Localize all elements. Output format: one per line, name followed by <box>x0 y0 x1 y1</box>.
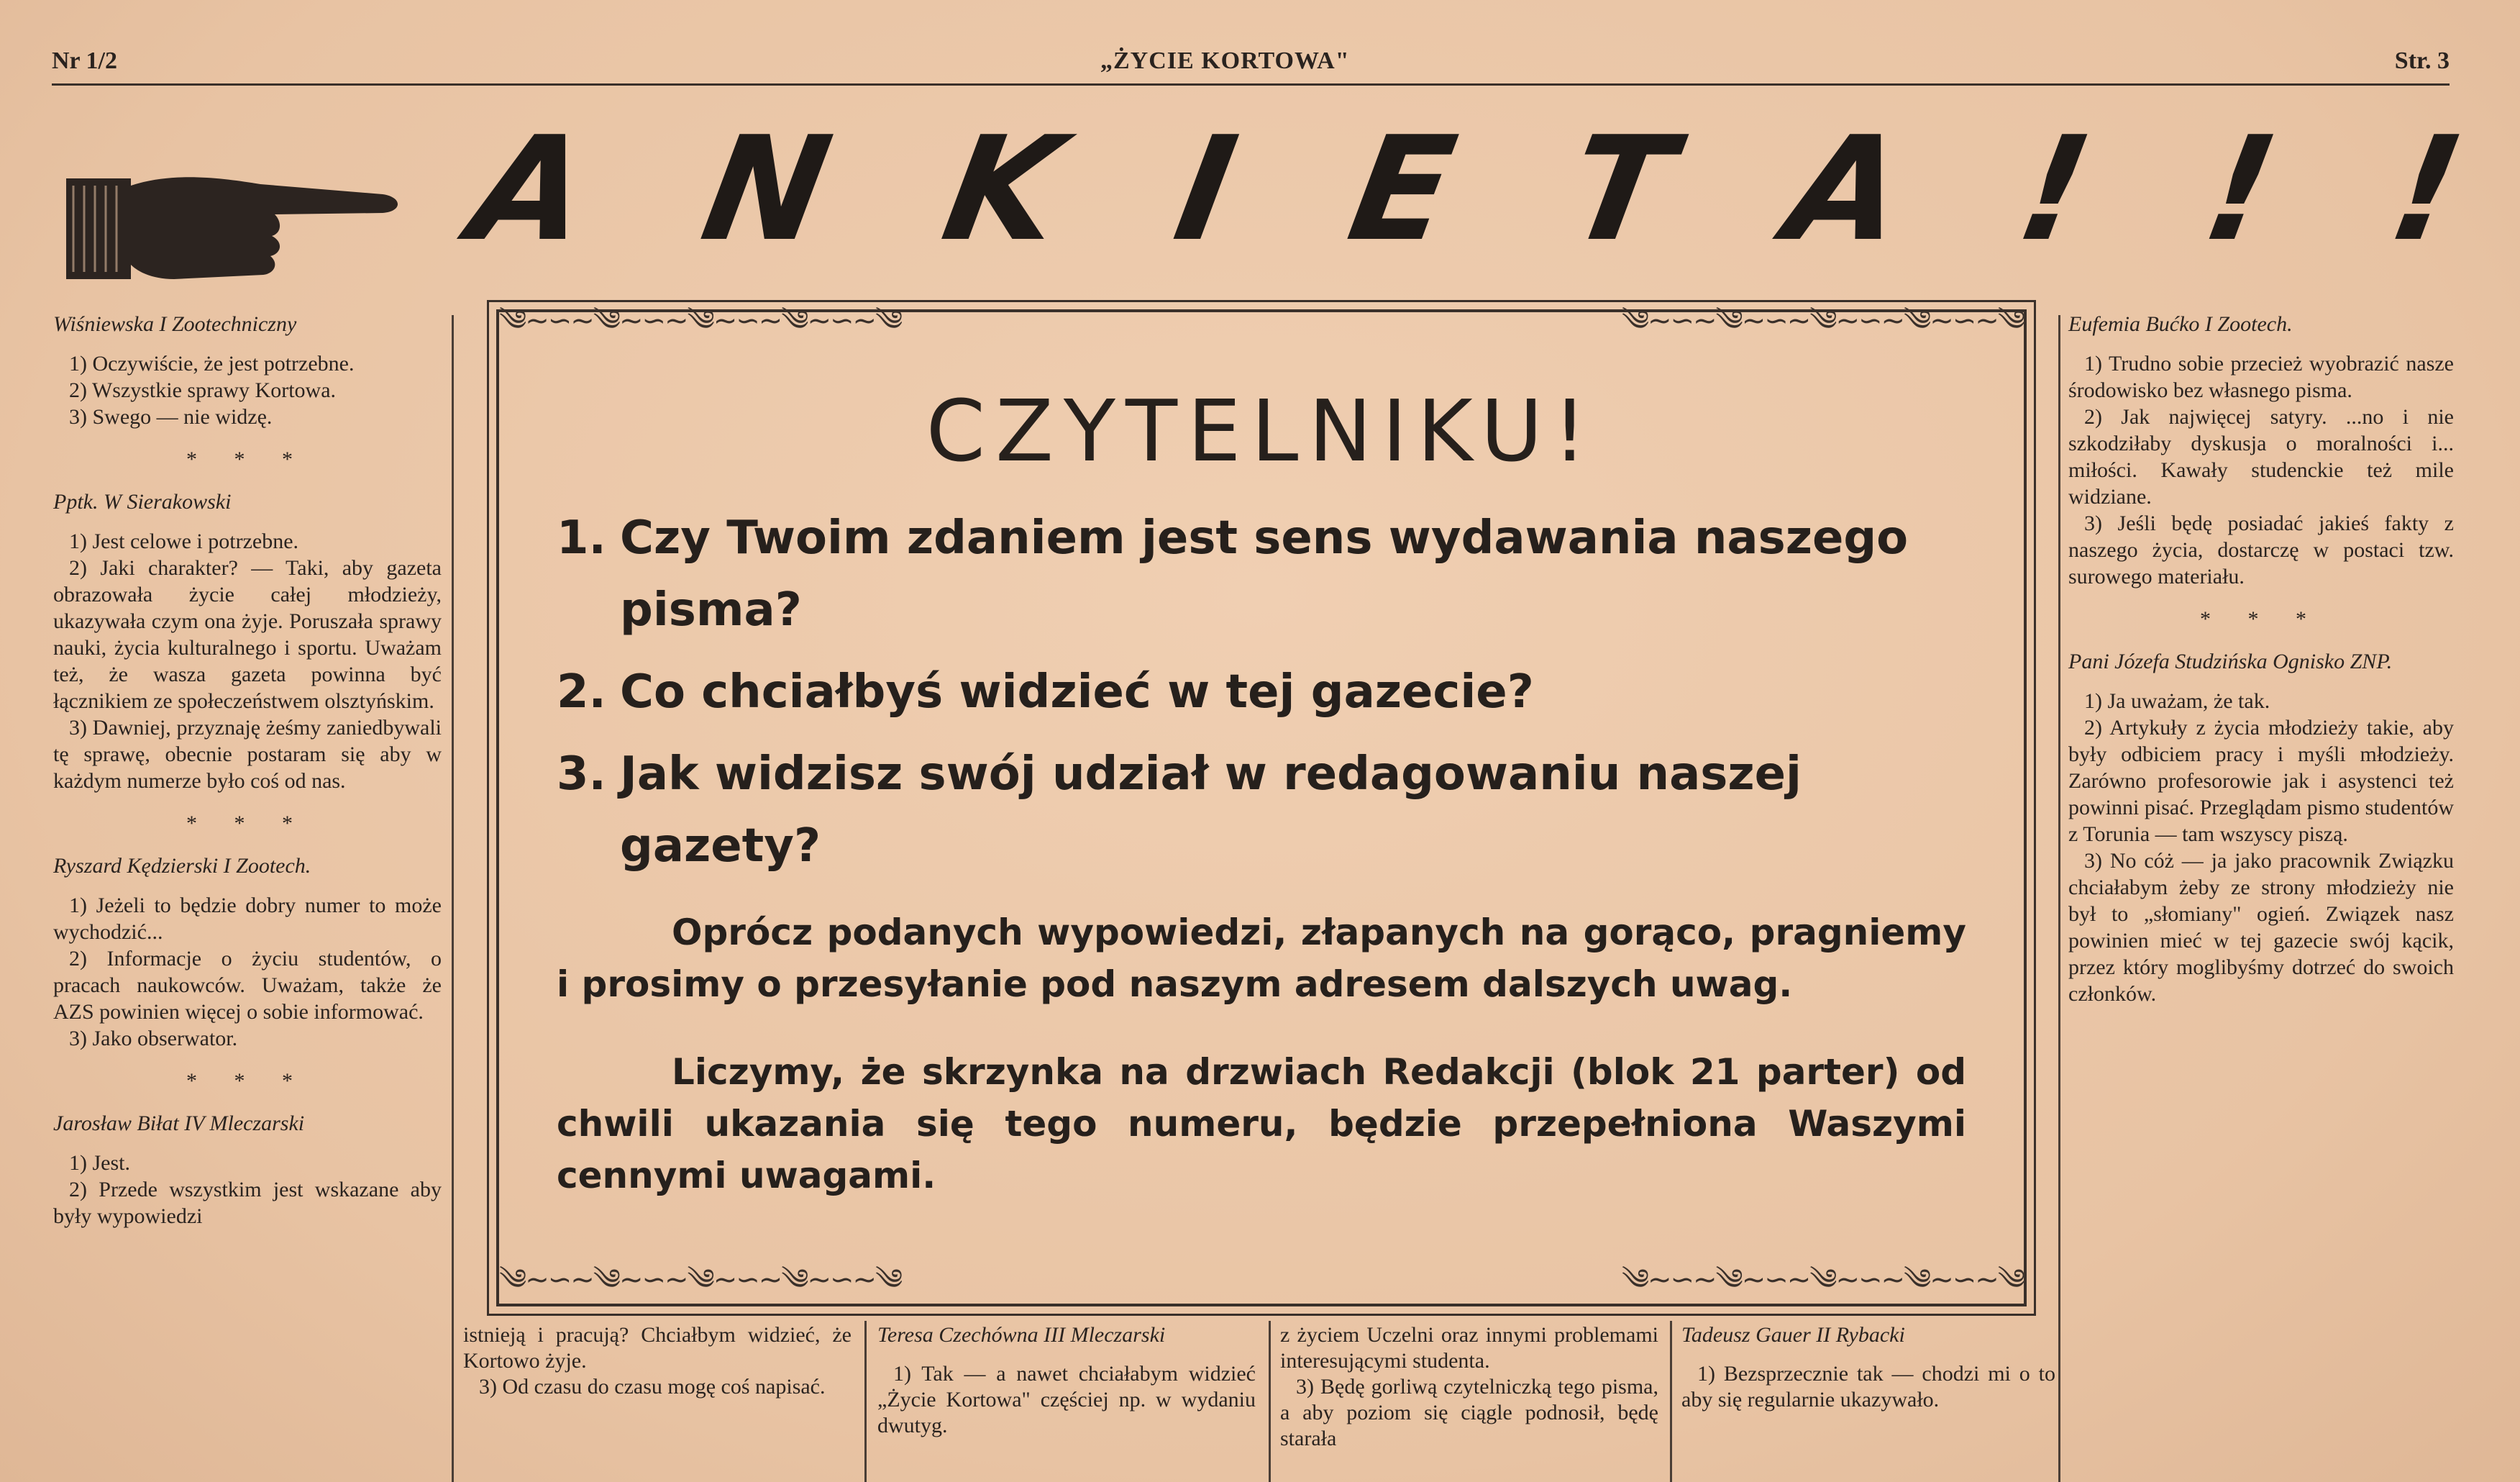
banner-letter: ! <box>2007 105 2103 273</box>
answer: 1) Jest celowe i potrzebne. <box>69 529 299 553</box>
answer: 1) Ja uważam, że tak. <box>2084 689 2270 713</box>
ankieta-banner <box>460 105 2475 273</box>
banner-letter: A <box>1775 105 1917 273</box>
answer: 1) Bezsprzecznie tak — chodzi mi o to aby się regularnie ukazywało. <box>1681 1362 2055 1411</box>
author-name: Teresa Czechówna III Mleczarski <box>877 1323 1166 1347</box>
answer: 1) Tak — a nawet chciałabym widzieć „Życie Kortowa" częściej np. w wydaniu dwutyg. <box>877 1362 1256 1437</box>
answer: z życiem Uczelni oraz innymi problemami interesującymi studenta. <box>1280 1323 1658 1373</box>
question <box>557 738 1966 882</box>
separator: * * * <box>186 812 309 835</box>
pointing-hand-icon <box>59 164 404 286</box>
bottom-column <box>877 1322 1256 1439</box>
appeal-paragraph: Oprócz podanych wypowiedzi, złapanych na gorąco, pragniemy i prosimy o przesyłanie pod naszym adresem dalszych uwag. <box>557 912 1966 1005</box>
column-rule <box>1670 1321 1672 1482</box>
banner-letter: T <box>1556 105 1685 273</box>
separator: * * * <box>186 447 309 471</box>
author-name: Pani Józefa Studzińska Ognisko ZNP. <box>2068 650 2393 673</box>
question-text: Jak widzisz swój udział w redagowaniu naszej gazety? <box>620 747 1802 873</box>
bottom-column <box>1280 1322 1658 1452</box>
banner-letter: A <box>460 105 601 273</box>
answer: 3) Dawniej, przyznaję żeśmy zaniedbywali tę sprawę, obecnie postaram się aby w każdym numerze było coś od nas. <box>53 716 442 793</box>
author-name: Ryszard Kędzierski I Zootech. <box>53 854 311 878</box>
answer: 2) Wszystkie sprawy Kortowa. <box>69 378 337 402</box>
banner-letter: ! <box>2379 105 2475 273</box>
column-rule <box>452 315 454 1482</box>
answer: 2) Artykuły z życia młodzieży takie, aby były odbiciem pracy i myśli młodzieży. Zarówno profesorowie jak i asystenci też powinni pisać. Przeglądam pismo studentów z Torunia — tam wszyscy piszą. <box>2068 716 2454 846</box>
answer: 1) Jest. <box>69 1151 130 1175</box>
reader-appeal-box <box>496 304 2027 1306</box>
answer: 1) Trudno sobie przecież wyobrazić nasze środowisko bez własnego pisma. <box>2068 352 2454 402</box>
answer: 3) No cóż — ja jako pracownik Związku chciałabym żeby ze strony młodzieży nie był to „słomiany" ogień. Związek nasz powinien mieć w tej gazecie swój kącik, przez który moglibyśmy dotrzeć do swoich członków. <box>2068 849 2454 1006</box>
ornament-border-icon: ༄~∽~༄~∽~༄~∽~༄~∽~༄ <box>1621 304 2024 337</box>
question-text: Co chciałbyś widzieć w tej gazecie? <box>620 665 1534 719</box>
left-column <box>53 311 442 1229</box>
author-name: Wiśniewska I Zootechniczny <box>53 312 297 336</box>
banner-letter: N <box>691 105 842 273</box>
bottom-column <box>463 1322 852 1400</box>
header-rule <box>52 83 2450 86</box>
issue-number: Nr 1/2 <box>52 47 117 74</box>
answer: istnieją i pracują? Chciałbym widzieć, że Kortowo żyje. <box>463 1323 852 1373</box>
answer: 2) Informacje o życiu studentów, o pracach naukowców. Uważam, także że AZS powinien więcej o sobie informować. <box>53 947 442 1024</box>
answer: 3) Jako obserwator. <box>69 1027 238 1050</box>
question-number: 1. <box>557 512 606 565</box>
ornament-border-icon: ༄~∽~༄~∽~༄~∽~༄~∽~༄ <box>499 304 902 337</box>
appeal-paragraph: Liczymy, że skrzynka na drzwiach Redakcji (blok 21 parter) od chwili ukazania się tego numeru, będzie przepełniona Waszymi cennymi uwagami. <box>557 1051 1966 1196</box>
ornament-border-icon: ༄~∽~༄~∽~༄~∽~༄~∽~༄ <box>1621 1263 2024 1296</box>
column-rule <box>864 1321 867 1482</box>
bottom-column <box>1681 1322 2055 1413</box>
question-text: Czy Twoim zdaniem jest sens wydawania naszego pisma? <box>620 512 1909 637</box>
box-title: CZYTELNIKU! <box>926 381 1597 481</box>
newspaper-title: „ŻYCIE KORTOWA" <box>1100 47 1350 74</box>
author-name: Eufemia Bućko I Zootech. <box>2068 312 2293 336</box>
question <box>557 502 1966 646</box>
column-rule <box>1269 1321 1271 1482</box>
separator: * * * <box>2200 607 2322 631</box>
banner-letter: ! <box>2193 105 2288 273</box>
question-number: 3. <box>557 747 606 801</box>
answer: 2) Jaki charakter? — Taki, aby gazeta obrazowała życie całej młodzieży, ukazywała czym ona żyje. Poruszała sprawy nauki, życia kulturalnego i sportu. Uważam też, że wasza gazeta powinna być łącznikiem ze społeczeństwem olsztyńskim. <box>53 556 442 713</box>
question-number: 2. <box>557 665 606 719</box>
banner-letter: K <box>932 105 1074 273</box>
answer: 3) Jeśli będę posiadać jakieś fakty z naszego życia, dostarczę w postaci tzw. surowego materiału. <box>2068 512 2454 588</box>
right-column <box>2068 311 2454 1007</box>
author-name: Pptk. W Sierakowski <box>53 490 232 514</box>
author-name: Tadeusz Gauer II Rybacki <box>1681 1323 1905 1347</box>
author-name: Jarosław Biłat IV Mleczarski <box>53 1112 305 1135</box>
page-number: Str. 3 <box>2394 47 2450 74</box>
box-content <box>557 381 1966 1237</box>
answer: 3) Będę gorliwą czytelniczką tego pisma, a aby poziom się ciągle podnosił, będę starała <box>1280 1375 1658 1450</box>
answer: 1) Jeżeli to będzie dobry numer to może wychodzić... <box>53 894 442 944</box>
separator: * * * <box>186 1069 309 1093</box>
ornament-border-icon: ༄~∽~༄~∽~༄~∽~༄~∽~༄ <box>499 1263 902 1296</box>
answer: 2) Jak najwięcej satyry. ...no i nie szkodziłaby dyskusja o moralności i... miłości. Kawały studenckie też mile widziane. <box>2068 405 2454 509</box>
question <box>557 656 1966 728</box>
answer: 2) Przede wszystkim jest wskazane aby były wypowiedzi <box>53 1178 442 1228</box>
answer: 3) Swego — nie widzę. <box>69 405 273 429</box>
answer: 3) Od czasu do czasu mogę coś napisać. <box>479 1375 826 1399</box>
answer: 1) Oczywiście, że jest potrzebne. <box>69 352 355 376</box>
column-rule <box>2058 315 2060 1482</box>
banner-letter: I <box>1164 105 1248 273</box>
banner-letter: E <box>1338 105 1466 273</box>
